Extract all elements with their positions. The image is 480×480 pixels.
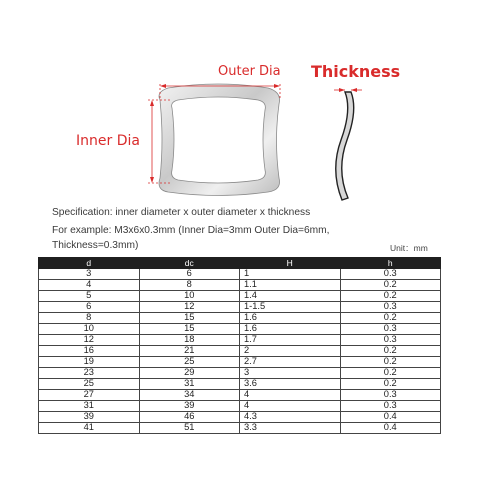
column-header-H: H xyxy=(240,258,341,269)
table-row xyxy=(39,379,441,390)
table-cell: 0.2 xyxy=(340,379,441,390)
table-cell: 21 xyxy=(139,346,240,357)
table-cell: 0.3 xyxy=(340,390,441,401)
table-row xyxy=(39,401,441,412)
spec-line-1: Specification: inner diameter x outer diameter x thickness xyxy=(52,207,311,218)
table-cell: 34 xyxy=(139,390,240,401)
table-cell: 0.2 xyxy=(340,280,441,291)
table-row xyxy=(39,357,441,368)
table-cell: 6 xyxy=(39,302,140,313)
table-row xyxy=(39,280,441,291)
table-cell: 1.7 xyxy=(240,335,341,346)
inner-dia-label: Inner Dia xyxy=(76,133,140,149)
table-cell: 39 xyxy=(139,401,240,412)
table-cell: 51 xyxy=(139,423,240,434)
table-row xyxy=(39,335,441,346)
column-header-h: h xyxy=(340,258,441,269)
table-cell: 0.4 xyxy=(340,412,441,423)
table-cell: 1.6 xyxy=(240,313,341,324)
table-cell: 19 xyxy=(39,357,140,368)
table-cell: 18 xyxy=(139,335,240,346)
table-cell: 46 xyxy=(139,412,240,423)
table-cell: 0.2 xyxy=(340,368,441,379)
table-cell: 4 xyxy=(39,280,140,291)
table-row xyxy=(39,346,441,357)
table-cell: 8 xyxy=(39,313,140,324)
table-cell: 0.2 xyxy=(340,291,441,302)
table-row xyxy=(39,291,441,302)
table-cell: 0.2 xyxy=(340,313,441,324)
table-row xyxy=(39,368,441,379)
table-row xyxy=(39,390,441,401)
spec-table xyxy=(38,257,441,434)
column-header-d: d xyxy=(39,258,140,269)
washer-side-profile xyxy=(336,92,354,200)
table-cell: 0.3 xyxy=(340,401,441,412)
table-cell: 0.3 xyxy=(340,324,441,335)
table-row xyxy=(39,313,441,324)
thickness-label: Thickness xyxy=(311,62,401,81)
table-cell: 1 xyxy=(240,269,341,280)
washer-top-view xyxy=(159,84,280,196)
table-row xyxy=(39,324,441,335)
unit-label: Unit：mm xyxy=(390,243,428,253)
table-header-row xyxy=(39,258,441,269)
table-cell: 0.3 xyxy=(340,335,441,346)
table-cell: 1.6 xyxy=(240,324,341,335)
table-cell: 4 xyxy=(240,401,341,412)
spec-line-3: Thickness=0.3mm) xyxy=(52,240,139,251)
table-cell: 27 xyxy=(39,390,140,401)
table-cell: 31 xyxy=(139,379,240,390)
table-cell: 0.3 xyxy=(340,302,441,313)
table-row xyxy=(39,423,441,434)
table-row xyxy=(39,302,441,313)
table-cell: 5 xyxy=(39,291,140,302)
table-cell: 1.1 xyxy=(240,280,341,291)
table-cell: 15 xyxy=(139,313,240,324)
table-cell: 12 xyxy=(139,302,240,313)
table-cell: 3 xyxy=(240,368,341,379)
table-cell: 2 xyxy=(240,346,341,357)
table-cell: 6 xyxy=(139,269,240,280)
table-cell: 16 xyxy=(39,346,140,357)
wave-washer-diagram xyxy=(0,0,480,210)
table-cell: 10 xyxy=(39,324,140,335)
table-cell: 0.2 xyxy=(340,346,441,357)
table-cell: 23 xyxy=(39,368,140,379)
table-cell: 4 xyxy=(240,390,341,401)
table-cell: 3 xyxy=(39,269,140,280)
spec-line-2: For example: M3x6x0.3mm (Inner Dia=3mm Outer Dia=6mm, xyxy=(52,225,330,236)
table-cell: 31 xyxy=(39,401,140,412)
table-cell: 4.3 xyxy=(240,412,341,423)
table-cell: 29 xyxy=(139,368,240,379)
table-cell: 39 xyxy=(39,412,140,423)
table-cell: 0.4 xyxy=(340,423,441,434)
table-body xyxy=(39,269,441,434)
table-cell: 15 xyxy=(139,324,240,335)
table-cell: 12 xyxy=(39,335,140,346)
table-cell: 10 xyxy=(139,291,240,302)
table-cell: 0.3 xyxy=(340,269,441,280)
table-row xyxy=(39,412,441,423)
table-cell: 8 xyxy=(139,280,240,291)
table-cell: 0.2 xyxy=(340,357,441,368)
table-row xyxy=(39,269,441,280)
table-cell: 3.6 xyxy=(240,379,341,390)
column-header-dc: dc xyxy=(139,258,240,269)
outer-dia-label: Outer Dia xyxy=(218,64,281,79)
table-cell: 25 xyxy=(139,357,240,368)
table-cell: 2.7 xyxy=(240,357,341,368)
table-cell: 41 xyxy=(39,423,140,434)
table-cell: 1.4 xyxy=(240,291,341,302)
table-cell: 1-1.5 xyxy=(240,302,341,313)
table-cell: 3.3 xyxy=(240,423,341,434)
table-cell: 25 xyxy=(39,379,140,390)
